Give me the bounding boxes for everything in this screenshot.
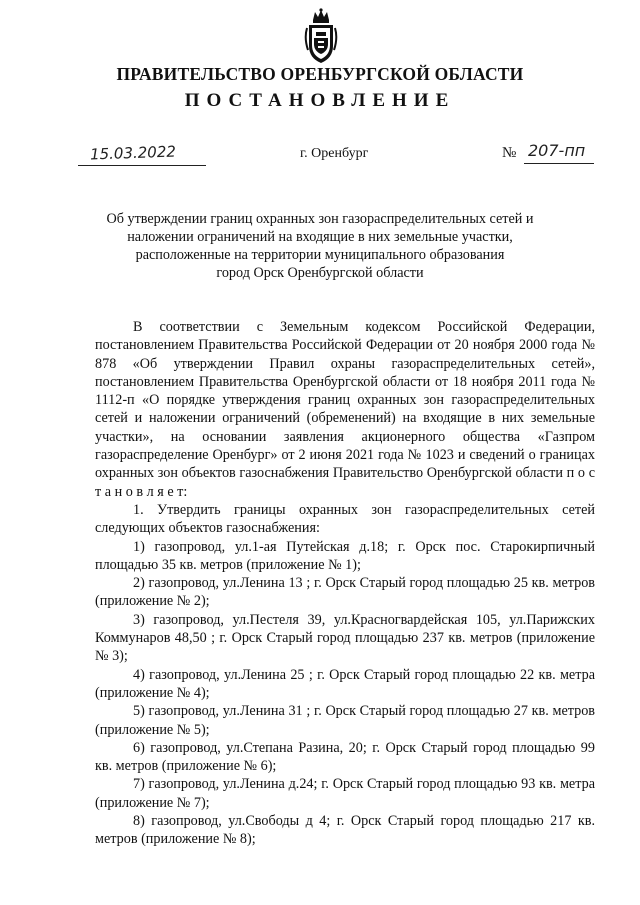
handwritten-date: 15.03.2022 <box>89 142 177 164</box>
clause-1: 1. Утвердить границы охранных зон газораспределительных сетей следующих объектов газоснабжения: <box>95 501 595 537</box>
title-line: Об утверждении границ охранных зон газораспределительных сетей и <box>106 211 534 227</box>
document-type: ПОСТАНОВЛЕНИЕ <box>184 90 456 111</box>
list-item: 1) газопровод, ул.1-ая Путейская д.18; г. Орск пос. Старокирпичный площадью 35 кв. метров (приложение № 1); <box>95 538 595 573</box>
list-item: 8) газопровод, ул.Свободы д 4; г. Орск Старый город площадью 217 кв. метров (приложение № 8); <box>95 813 595 848</box>
list-item: 4) газопровод, ул.Ленина 25 ; г. Орск Старый город площадью 22 кв. метра (приложение № 4); <box>95 666 595 701</box>
number-sign: № <box>502 145 517 161</box>
list-item: 3) газопровод, ул.Пестеля 39, ул.Красногвардейская 105, ул.Парижских Коммунаров 48,50 ; г. Орск Старый город площадью 237 кв. метров (приложение № 3); <box>95 611 595 665</box>
title-line: наложении ограничений на входящие в них земельные участки, <box>127 229 513 245</box>
handwritten-number: 207-пп <box>528 141 586 160</box>
date-underline <box>78 165 206 166</box>
list-item: 5) газопровод, ул.Ленина 31 ; г. Орск Старый город площадью 27 кв. метров (приложение № 5); <box>95 703 595 738</box>
date-field <box>78 142 206 166</box>
list-item: 2) газопровод, ул.Ленина 13 ; г. Орск Старый город площадью 25 кв. метров (приложение № 2); <box>95 575 595 610</box>
number-underline <box>524 163 594 164</box>
title-line: город Орск Оренбургской области <box>216 265 424 281</box>
list-item: 7) газопровод, ул.Ленина д.24; г. Орск Старый город площадью 93 кв. метра (приложение № 7); <box>95 776 595 811</box>
government-name: ПРАВИТЕЛЬСТВО ОРЕНБУРГСКОЙ ОБЛАСТИ <box>116 64 524 84</box>
title-line: расположенные на территории муниципального образования <box>135 247 505 263</box>
list-item: 6) газопровод, ул.Степана Разина, 20; г. Орск Старый город площадью 99 кв. метров (приложение № 6); <box>95 739 595 775</box>
number-field <box>502 141 594 164</box>
coat-of-arms-icon <box>304 8 338 64</box>
preamble-paragraph: В соответствии с Земельным кодексом Российской Федерации, постановлением Правительства Российской Федерации от 20 ноября 2000 года № 878 «Об утверждении Правил охраны газораспределительных сетей», постановлением Правительства Оренбургской области от 18 ноября 2011 года № 1112-п «О порядке утверждения границ охранных зон газораспределительных сетей и наложении ограничений (обременений) на входящие в них земельные участки», на основании заявления акционерного общества «Газпром газораспределение Оренбург» от 2 июня 2021 года № 1023 и сведений о границах охранных зон объектов газоснабжения Правительство Оренбургской области п о с т а н о в л я е т: <box>95 319 595 500</box>
city: г. Оренбург <box>300 146 369 161</box>
document-title <box>80 210 560 282</box>
document-body <box>95 318 595 849</box>
